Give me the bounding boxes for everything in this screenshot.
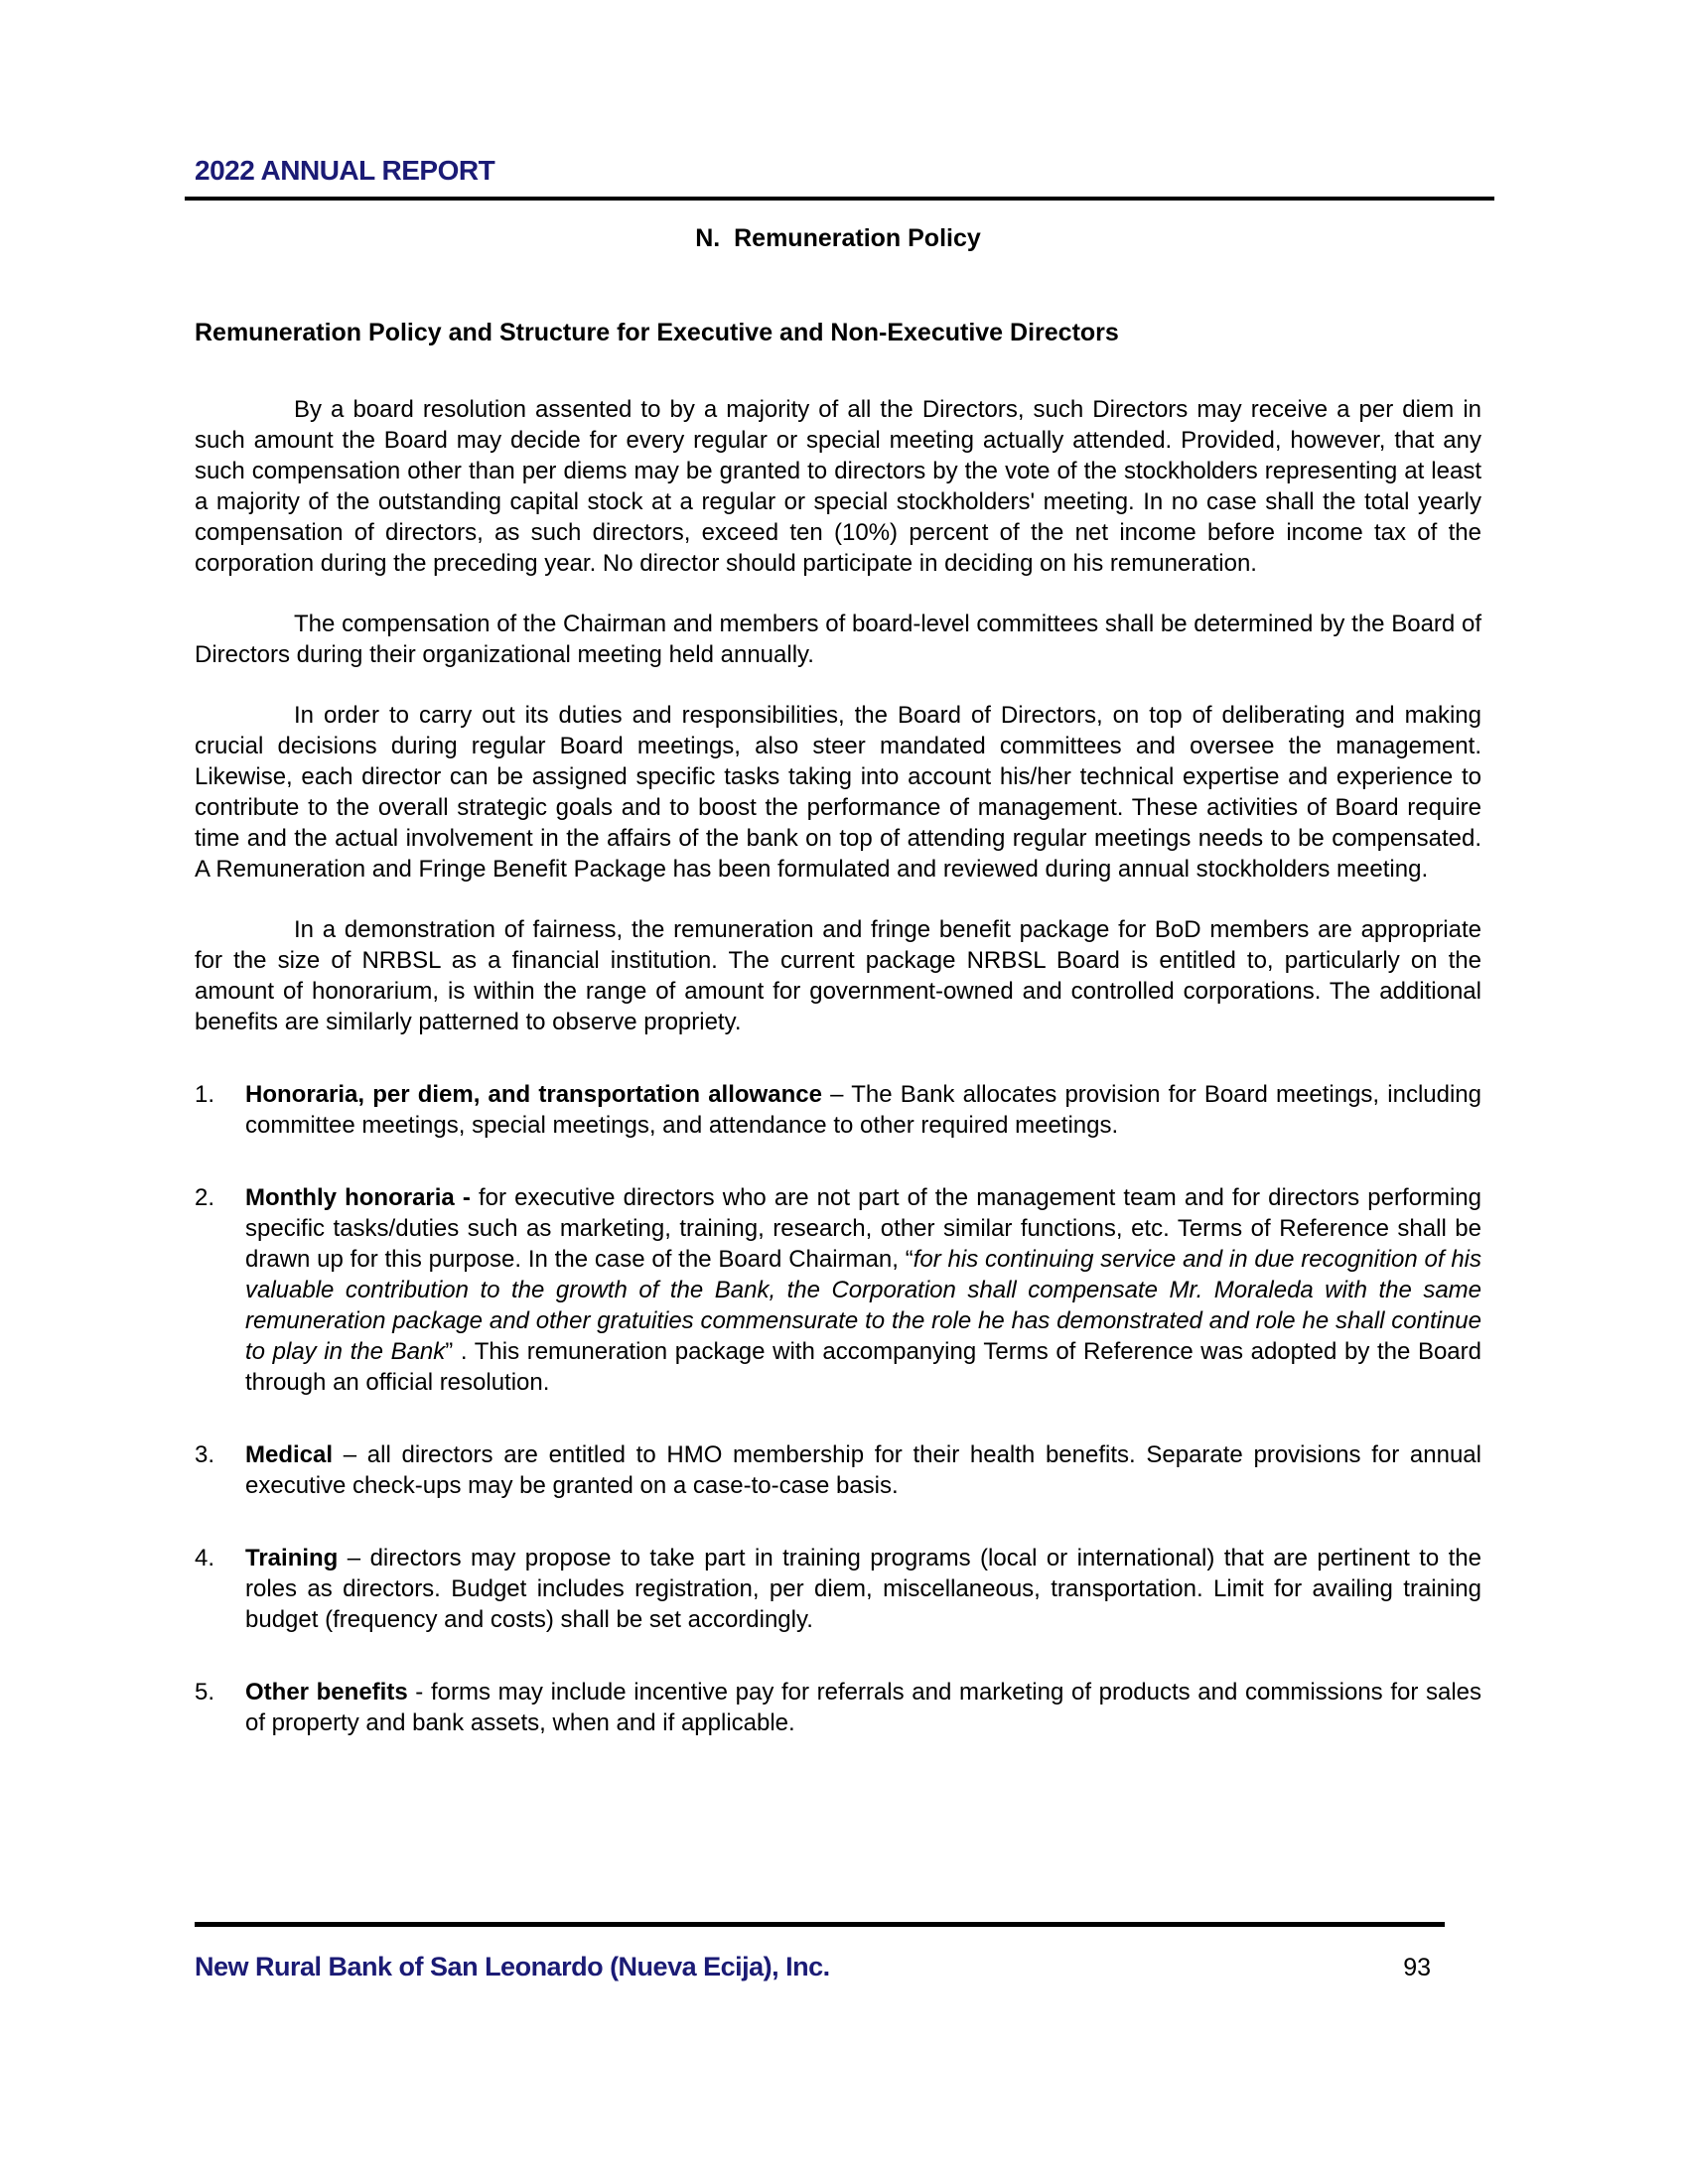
footer-divider [195, 1922, 1445, 1927]
list-item-number: 3. [195, 1441, 215, 1468]
paragraph-fairness: In a demonstration of fairness, the remuneration and fringe benefit package for BoD members are appropriate for the size of NRBSL as a financial institution. The current package NRBSL Board is entitled to, particularly on the amount of honorarium, is within the range of amount for government-owned and controlled corporations. The additional benefits are similarly patterned to observe propriety. [195, 916, 1481, 1035]
list-item-separator: – [821, 1081, 852, 1108]
report-header-title: 2022 ANNUAL REPORT [195, 155, 495, 186]
list-item-text: all directors are entitled to HMO membership for their health benefits. Separate provisions for annual executive check-ups may be granted on a case-to-case basis. [245, 1441, 1481, 1499]
list-item-separator: – [338, 1545, 370, 1571]
list-item-separator: – [333, 1441, 367, 1468]
list-item-number: 1. [195, 1081, 215, 1108]
footer-page-number: 93 [1403, 1954, 1431, 1981]
list-item-number: 2. [195, 1184, 215, 1211]
paragraph-per-diem: By a board resolution assented to by a majority of all the Directors, such Directors may receive a per diem in such amount the Board may decide for every regular or special meeting actually attended. Provided, however, that any such compensation other than per diems may be granted to directors by the vote of the stockholders representing at least a majority of the outstanding capital stock at a regular or special stockholders' meeting. In no case shall the total yearly compensation of directors, as such directors, exceed ten (10%) percent of the net income before income tax of the corporation during the preceding year. No director should participate in deciding on his remuneration. [195, 396, 1481, 577]
header-divider [185, 197, 1494, 201]
list-item-medical [195, 1439, 1481, 1501]
list-item-text: The Bank allocates provision for Board meetings, including committee meetings, special meetings, and attendance to other required meetings. [245, 1081, 1482, 1139]
list-item-other-benefits [195, 1677, 1481, 1738]
list-item-quote: for his continuing service and in due recognition of his valuable contribution to the growth of the Bank, the Corporation shall compensate Mr. Moraleda with the same remuneration package and other gratuities commensurate to the role he has demonstrated and role he shall continue to play in the Bank [245, 1246, 1481, 1365]
list-item-text: for executive directors who are not part of the management team and for directors performing specific tasks/duties such as marketing, training, research, other similar functions, etc. Terms of Reference shall be drawn up for this purpose. In the case of the Board Chairman, “ [245, 1184, 1481, 1273]
section-heading: Remuneration Policy and Structure for Executive and Non-Executive Directors [195, 319, 1119, 346]
list-item-text: ” . This remuneration package with accompanying Terms of Reference was adopted by the Board through an official resolution. [245, 1338, 1481, 1396]
list-item-text: forms may include incentive pay for referrals and marketing of products and commissions for sales of property and bank assets, when and if applicable. [245, 1679, 1481, 1736]
list-item-separator: - [407, 1679, 431, 1706]
list-item-monthly-honoraria [195, 1182, 1481, 1398]
list-item-label: Honoraria, per diem, and transportation allowance [245, 1081, 822, 1108]
page-title: N. Remuneration Policy [695, 224, 981, 252]
list-item-honoraria [195, 1079, 1481, 1141]
list-item-text: directors may propose to take part in training programs (local or international) that are pertinent to the roles as directors. Budget includes registration, per diem, miscellaneous, transportation. Limit for availing training budget (frequency and costs) shall be set accordingly. [245, 1545, 1482, 1633]
footer-bank-name: New Rural Bank of San Leonardo (Nueva Ecija), Inc. [195, 1952, 830, 1981]
paragraph-duties: In order to carry out its duties and responsibilities, the Board of Directors, on top of deliberating and making crucial decisions during regular Board meetings, also steer mandated committees and oversee the management. Likewise, each director can be assigned specific tasks taking into account his/her technical expertise and experience to contribute to the overall strategic goals and to boost the performance of management. These activities of Board require time and the actual involvement in the affairs of the bank on top of attending regular meetings needs to be compensated. A Remuneration and Fringe Benefit Package has been formulated and reviewed during annual stockholders meeting. [195, 702, 1481, 883]
list-item-label: Other benefits [245, 1679, 408, 1706]
benefits-list [195, 1079, 1481, 1738]
list-item-training [195, 1543, 1481, 1635]
document-body [195, 318, 1481, 1780]
list-item-label: Medical [245, 1441, 334, 1468]
list-item-separator [471, 1184, 479, 1211]
footer [195, 1952, 1445, 1982]
paragraph-chairman-compensation: The compensation of the Chairman and members of board-level committees shall be determined by the Board of Directors during their organizational meeting held annually. [195, 611, 1481, 668]
list-item-label: Monthly honoraria - [245, 1184, 471, 1211]
list-item-number: 4. [195, 1545, 215, 1571]
list-item-number: 5. [195, 1679, 215, 1706]
list-item-label: Training [245, 1545, 339, 1571]
